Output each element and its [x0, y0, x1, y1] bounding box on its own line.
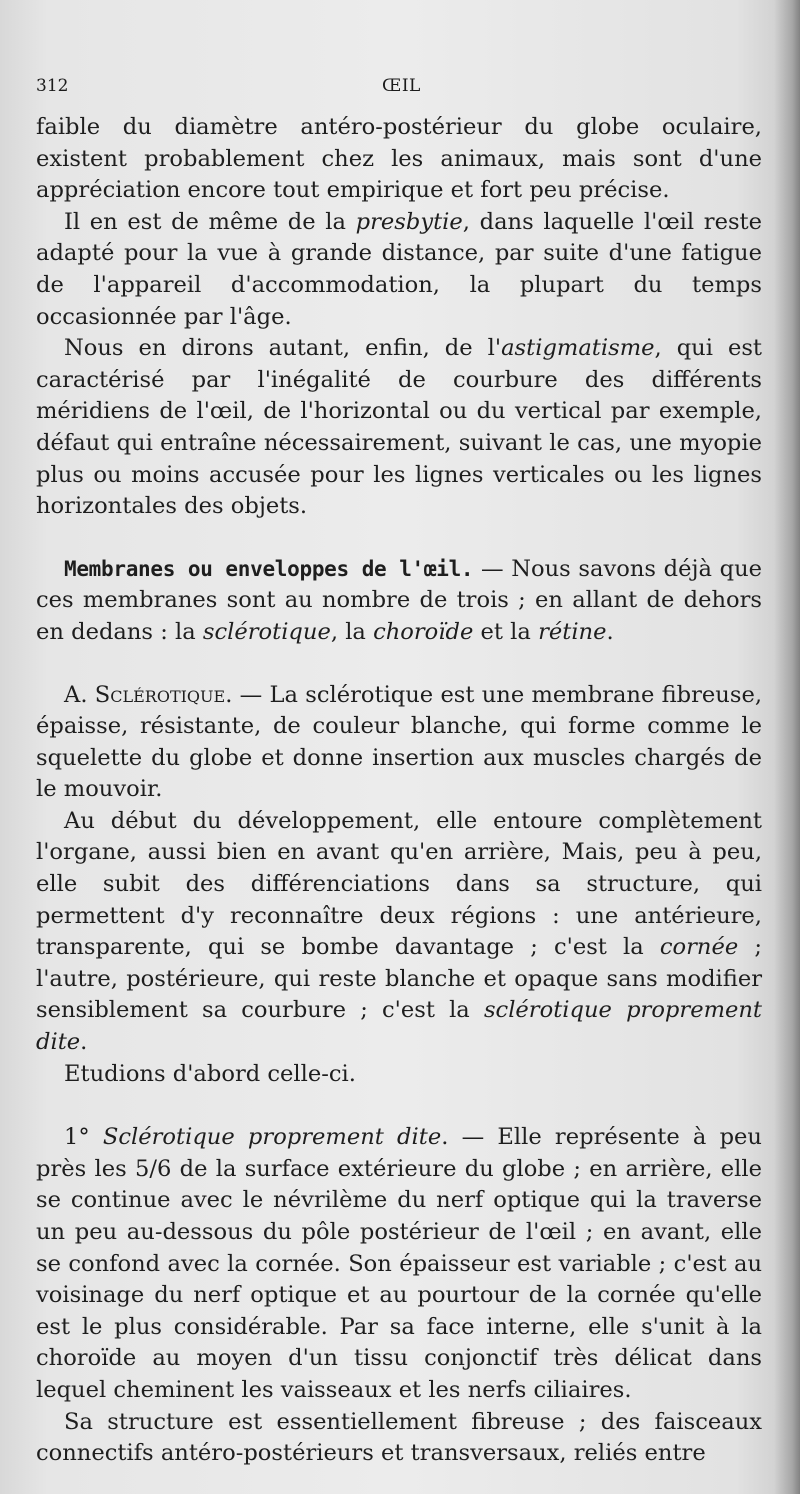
section-heading-membranes: Membranes ou enveloppes de l'œil.	[64, 556, 474, 581]
paragraph-1: faible du diamètre antéro-postérieur du globe oculaire, existent probablement chez les animaux, mais sont d'une appréciation encore tout empirique et fort peu précise.	[36, 114, 762, 204]
subsection-label-sclerotique: A. Sclérotique.	[64, 681, 233, 708]
body-text	[36, 112, 762, 1470]
page-header	[36, 76, 760, 102]
subsection-label-proprement-dite: Sclérotique proprement dite	[102, 1124, 442, 1151]
paragraph-etudions: Etudions d'abord celle-ci.	[64, 1060, 356, 1087]
paragraph-developpement: Au début du développement, elle entoure complètement l'organe, aussi bien en avant qu'en arrière, Mais, peu à peu, elle subit des différenciations dans sa structure, qui permettent d'y reconnaître deux régions : une antérieure, transparente, qui se bombe davantage ; c'est la cornée ; l'autre, postérieure, qui reste blanche et opaque sans modifier sensiblement sa courbure ; c'est la sclérotique proprement dite.	[36, 807, 763, 1056]
paragraph-astigmatisme: Nous en dirons autant, enfin, de l'astigmatisme, qui est caractérisé par l'inégalité de courbure des différents méridiens de l'œil, de l'horizontal ou du vertical par exemple, défaut qui entraîne nécessairement, suivant le cas, une myopie plus ou moins accusée pour les lignes verticales ou les lignes horizontales des objets.	[36, 335, 762, 520]
term-astigmatisme: astigmatisme	[501, 335, 655, 362]
paragraph-sclerotique-proprement-dite: 1° Sclérotique proprement dite. — Elle représente à peu près les 5/6 de la surface extérieure du globe ; en arrière, elle se continue avec le névrilème du nerf optique qui la traverse un peu au-dessous du pôle postérieur de l'œil ; en avant, elle se confond avec la cornée. Son épaisseur est variable ; c'est au voisinage du nerf optique et au pourtour de la cornée qu'elle est le plus considérable. Par sa face interne, elle s'unit à la choroïde au moyen d'un tissu conjonctif très délicat dans lequel cheminent les vaisseaux et les nerfs ciliaires.	[36, 1124, 762, 1403]
paragraph-sclerotique: A. Sclérotique. — La sclérotique est une membrane fibreuse, épaisse, résistante, de couleur blanche, qui forme comme le squelette du globe et donne insertion aux muscles chargés de le mouvoir.	[36, 681, 763, 803]
term-presbytie: presbytie	[355, 208, 463, 235]
paragraph-structure: Sa structure est essentiellement fibreuse ; des faisceaux connectifs antéro-postérieurs et transversaux, reliés entre	[36, 1408, 762, 1467]
page-number: 312	[36, 76, 69, 96]
running-head: ŒIL	[382, 76, 421, 96]
page-edge-shadow	[774, 0, 800, 1494]
paragraph-presbytie: Il en est de même de la presbytie, dans laquelle l'œil reste adapté pour la vue à grande distance, par suite d'une fatigue de l'appareil d'accommodation, la plupart du temps occasionnée par l'âge.	[36, 208, 762, 330]
paragraph-membranes: Membranes ou enveloppes de l'œil. — Nous savons déjà que ces membranes sont au nombre de trois ; en allant de dehors en dedans : la sclérotique, la choroïde et la rétine.	[36, 555, 763, 645]
